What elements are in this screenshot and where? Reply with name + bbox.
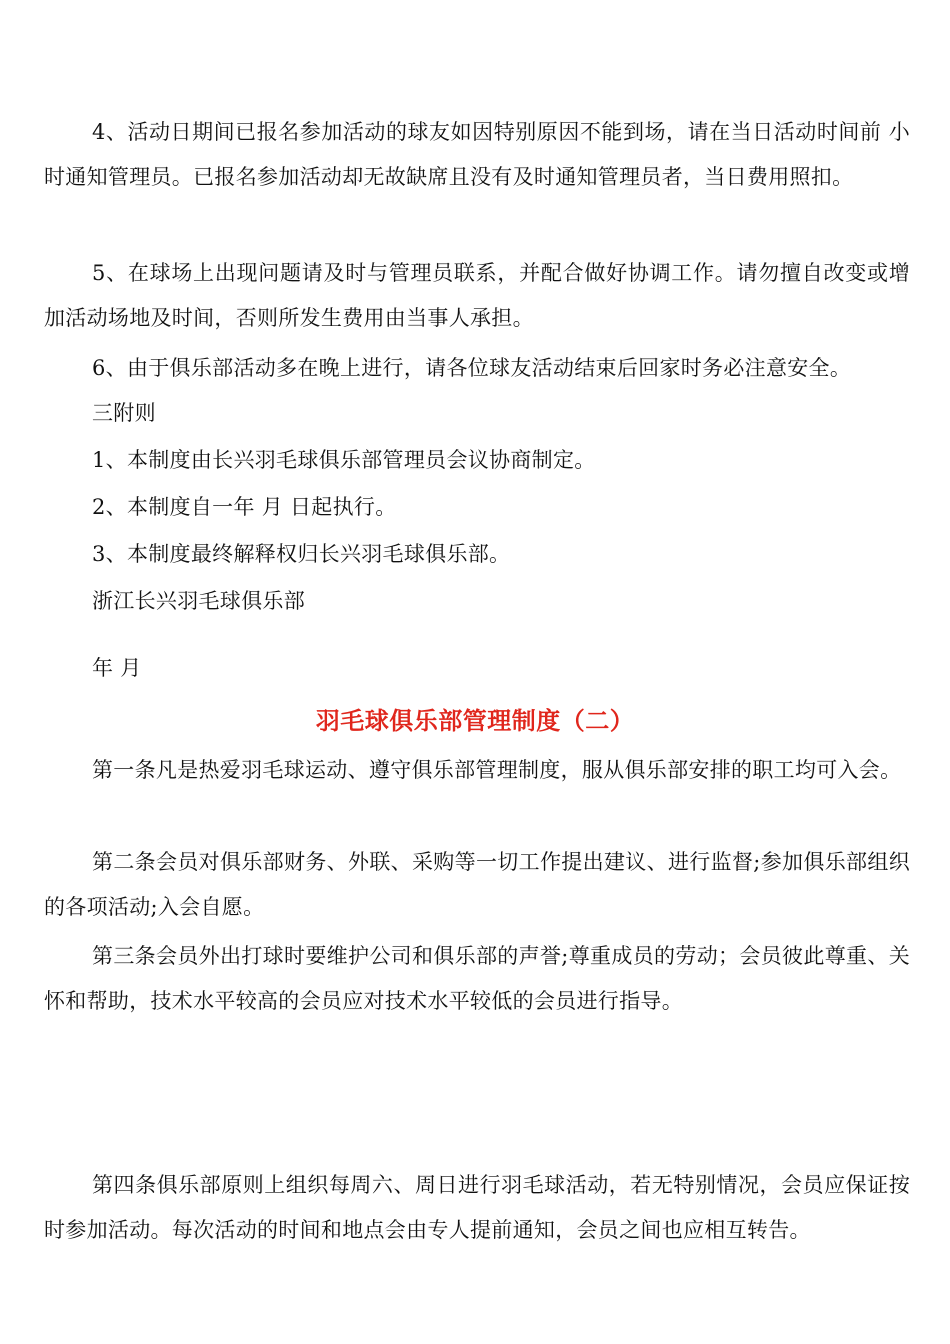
appendix-rule-1: 1、本制度由长兴羽毛球俱乐部管理员会议协商制定。 (92, 448, 596, 472)
rule-item-4: 4、活动日期间已报名参加活动的球友如因特别原因不能到场，请在当日活动时间前 小时通知管理员。已报名参加活动却无故缺席且没有及时通知管理员者，当日费用照扣。 (44, 120, 910, 189)
article-3: 第三条会员外出打球时要维护公司和俱乐部的声誉;尊重成员的劳动；会员彼此尊重、关怀和帮助，技术水平较高的会员应对技术水平较低的会员进行指导。 (44, 944, 910, 1013)
signature-date: 年 月 (92, 656, 142, 680)
article-4: 第四条俱乐部原则上组织每周六、周日进行羽毛球活动，若无特别情况，会员应保证按时参加活动。每次活动的时间和地点会由专人提前通知，会员之间也应相互转告。 (44, 1173, 910, 1242)
appendix-rule-2: 2、本制度自一年 月 日起执行。 (92, 495, 397, 519)
appendix-rule-3: 3、本制度最终解释权归长兴羽毛球俱乐部。 (92, 542, 511, 566)
rule-item-6: 6、由于俱乐部活动多在晚上进行，请各位球友活动结束后回家时务必注意安全。 (92, 356, 852, 380)
section-title: 羽毛球俱乐部管理制度（二） (315, 706, 635, 735)
article-2: 第二条会员对俱乐部财务、外联、采购等一切工作提出建议、进行监督;参加俱乐部组织的各项活动;入会自愿。 (44, 850, 910, 919)
rule-item-5: 5、在球场上出现问题请及时与管理员联系，并配合做好协调工作。请勿擅自改变或增加活动场地及时间，否则所发生费用由当事人承担。 (44, 261, 910, 330)
appendix-heading: 三附则 (92, 401, 156, 425)
article-1: 第一条凡是热爱羽毛球运动、遵守俱乐部管理制度，服从俱乐部安排的职工均可入会。 (92, 758, 902, 782)
organization-name: 浙江长兴羽毛球俱乐部 (92, 589, 305, 613)
